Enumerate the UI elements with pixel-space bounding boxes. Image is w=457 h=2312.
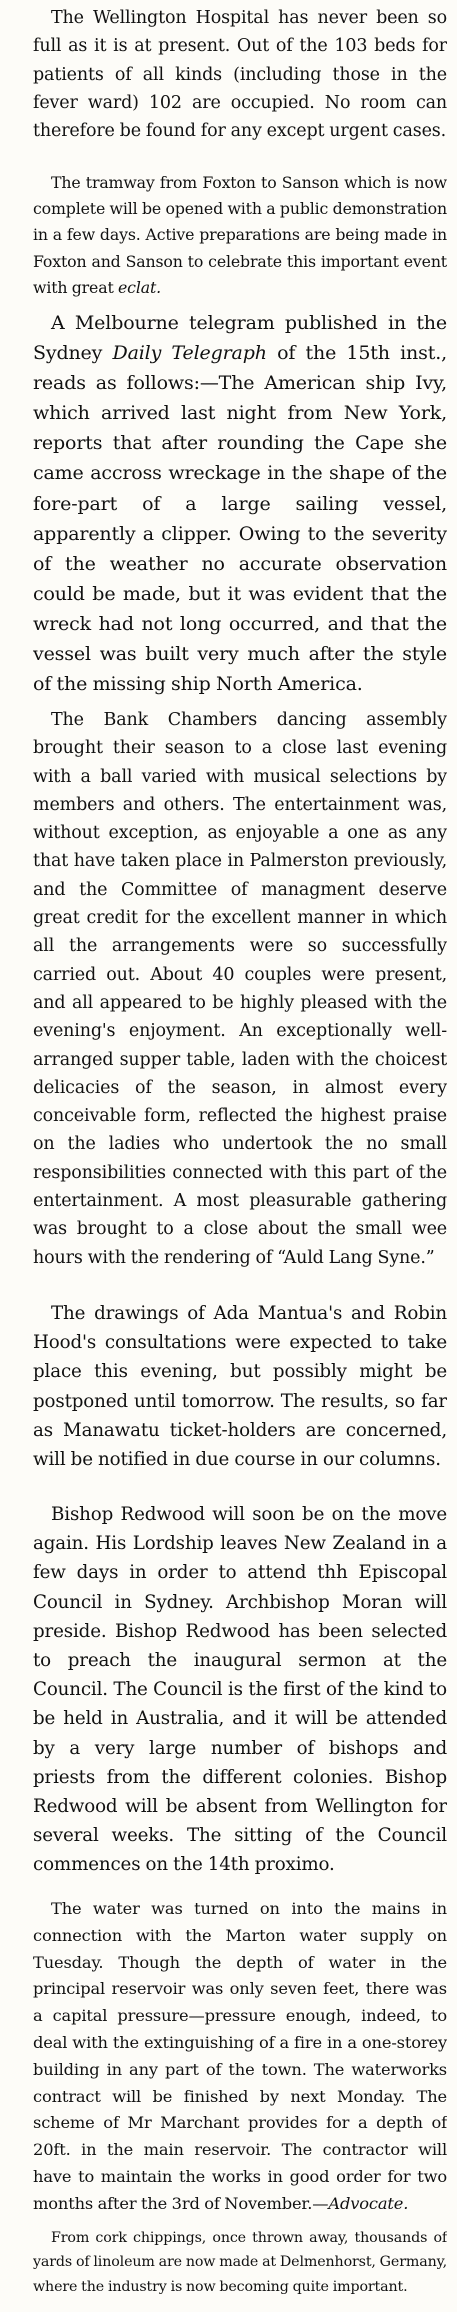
paragraph-italic-text: eclat. [118,277,162,297]
paragraph-text: The drawings of Ada Mantua's and Robin Hood's consultations were expected to take place this evening, but possibly might be postponed until tomorrow. The results, so far as Manawatu ticket-holders are concerned, will be notified in due course in our columns. [33,1303,447,1471]
paragraph-italic-text: Daily Telegraph [112,342,267,365]
paragraph-text: The Bank Chambers dancing assembly brought their season to a close last evening with a ball varied with musical selections by members and others. The entertainment was, without exception, as enjoyable a one as any that have taken place in Palmerston previously, and the Committee of managment deserve great credit for the excellent manner in which all the arrangements were so successfully carried out. About 40 couples were present, and all appeared to be highly pleased with the evening's enjoyment. An exceptionally well-arranged supper table, laden with the choicest delicacies of the season, in almost every conceivable form, reflected the highest praise on the ladies who undertook the no small responsibilities connected with this part of the entertainment. A most pleasurable gathering was brought to a close about the small wee hours with the rendering of “Auld Lang Syne.” [33,710,447,1268]
paragraph-melbourne-telegram [33,308,447,698]
paragraph-cork-linoleum [33,2226,447,2310]
paragraph-bank-chambers-dance [33,706,447,1291]
paragraph-text-continued: of the 15th inst., reads as follows:—The American ship Ivy, which arrived last night from New York, reports that after rounding the Cape she came accross wreckage in the shape of the fore-part of a large sailing vessel, apparently a clipper. Owing to the severity of the weather no accurate observation could be made, but it was evident that the wreck had not long occurred, and that the vessel was built very much after the style of the missing ship North America. [33,342,447,696]
paragraph-text: A Melbourne telegram published in the Sydney [33,312,447,365]
paragraph-wellington-hospital [33,4,447,164]
paragraph-marton-water-supply [33,1896,447,2221]
paragraph-bishop-redwood [33,1500,447,1890]
paragraph-text: The tramway from Foxton to Sanson which is now complete will be opened with a public demonstration in a few days. Active preparations are being made in Foxton and Sanson to celebrate this important event with great [33,173,447,297]
paragraph-text: The Wellington Hospital has never been so full as it is at present. Out of the 103 beds for patients of all kinds (including those in the fever ward) 102 are occupied. No room can therefore be found for any except urgent cases. [33,8,447,142]
paragraph-text: Bishop Redwood will soon be on the move again. His Lordship leaves New Zealand in a few days in order to attend thh Episcopal Council in Sydney. Archbishop Moran will preside. Bishop Redwood has been selected to preach the inaugural sermon at the Council. The Council is the first of the kind to be held in Australia, and it will be attended by a very large number of bishops and priests from the different colonies. Bishop Redwood will be absent from Wellington for several weeks. The sitting of the Council commences on the 14th proximo. [33,1504,447,1876]
paragraph-text: From cork chippings, once thrown away, thousands of yards of linoleum are now made at Delmenhorst, Germany, where the industry is now becoming quite important. [33,2230,447,2295]
paragraph-foxton-tramway [33,170,447,300]
paragraph-text: The water was turned on into the mains in connection with the Marton water supply on Tuesday. Though the depth of water in the principal reservoir was only seven feet, there was a capital pressure—pressure enough, indeed, to deal with the extinguishing of a fire in a one-storey building in any part of the town. The waterworks contract will be finished by next Monday. The scheme of Mr Marchant provides for a depth of 20ft. in the main reservoir. The contractor will have to maintain the works in good order for two months after the 3rd of November.— [33,1899,447,2213]
paragraph-consultation-drawings [33,1299,447,1494]
paragraph-italic-text: Advocate. [328,2193,409,2213]
